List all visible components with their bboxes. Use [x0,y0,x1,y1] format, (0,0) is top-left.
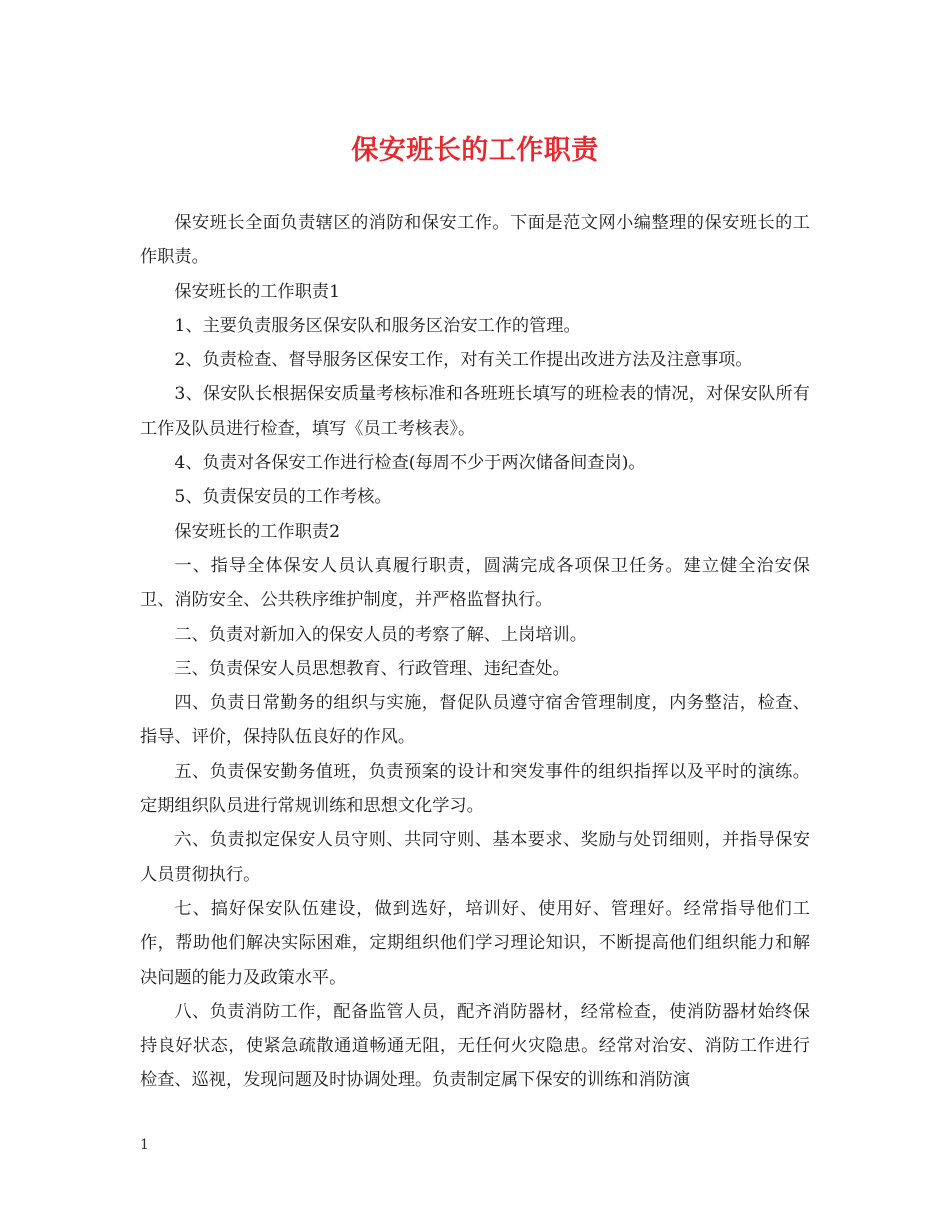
paragraph-item: 七、搞好保安队伍建设，做到选好，培训好、使用好、管理好。经常指导他们工作，帮助他们解决实际困难，定期组织他们学习理论知识，不断提高他们组织能力和解决问题的能力及政策水平。 [140,898,810,988]
paragraph-item: 3、保安队长根据保安质量考核标准和各班班长填写的班检表的情况，对保安队所有工作及队员进行检查，填写《员工考核表》。 [140,384,810,439]
paragraph-intro: 保安班长全面负责辖区的消防和保安工作。下面是范文网小编整理的保安班长的工作职责。 [140,213,810,268]
paragraph-item: 六、负责拟定保安人员守则、共同守则、基本要求、奖励与处罚细则，并指导保安人员贯彻执行。 [140,830,810,885]
section-heading-1: 保安班长的工作职责1 [174,281,341,302]
paragraph-item: 5、负责保安员的工作考核。 [174,487,392,508]
paragraph-item: 八、负责消防工作，配备监管人员，配齐消防器材，经常检查，使消防器材始终保持良好状态，使紧急疏散通道畅通无阻，无任何火灾隐患。经常对治安、消防工作进行检查、巡视，发现问题及时协调处理。负责制定属下保安的训练和消防演 [140,1001,810,1091]
paragraph-item: 4、负责对各保安工作进行检查(每周不少于两次储备间查岗)。 [174,453,646,474]
paragraph-item: 1、主要负责服务区保安队和服务区治安工作的管理。 [174,315,581,336]
document-title: 保安班长的工作职责 [351,135,599,166]
page-number: 1 [140,1137,149,1153]
section-heading-2: 保安班长的工作职责2 [174,521,341,542]
paragraph-item: 一、指导全体保安人员认真履行职责，圆满完成各项保卫任务。建立健全治安保卫、消防安全、公共秩序维护制度，并严格监督执行。 [140,555,810,611]
paragraph-item: 二、负责对新加入的保安人员的考察了解、上岗培训。 [174,624,587,645]
document-body [140,206,810,1098]
paragraph-item: 四、负责日常勤务的组织与实施，督促队员遵守宿舍管理制度，内务整洁，检查、指导、评价，保持队伍良好的作风。 [140,693,810,748]
paragraph-item: 五、负责保安勤务值班，负责预案的设计和突发事件的组织指挥以及平时的演练。定期组织队员进行常规训练和思想文化学习。 [140,761,810,817]
paragraph-item: 2、负责检查、督导服务区保安工作，对有关工作提出改进方法及注意事项。 [174,350,753,371]
paragraph-item: 三、负责保安人员思想教育、行政管理、违纪查处。 [174,658,570,679]
